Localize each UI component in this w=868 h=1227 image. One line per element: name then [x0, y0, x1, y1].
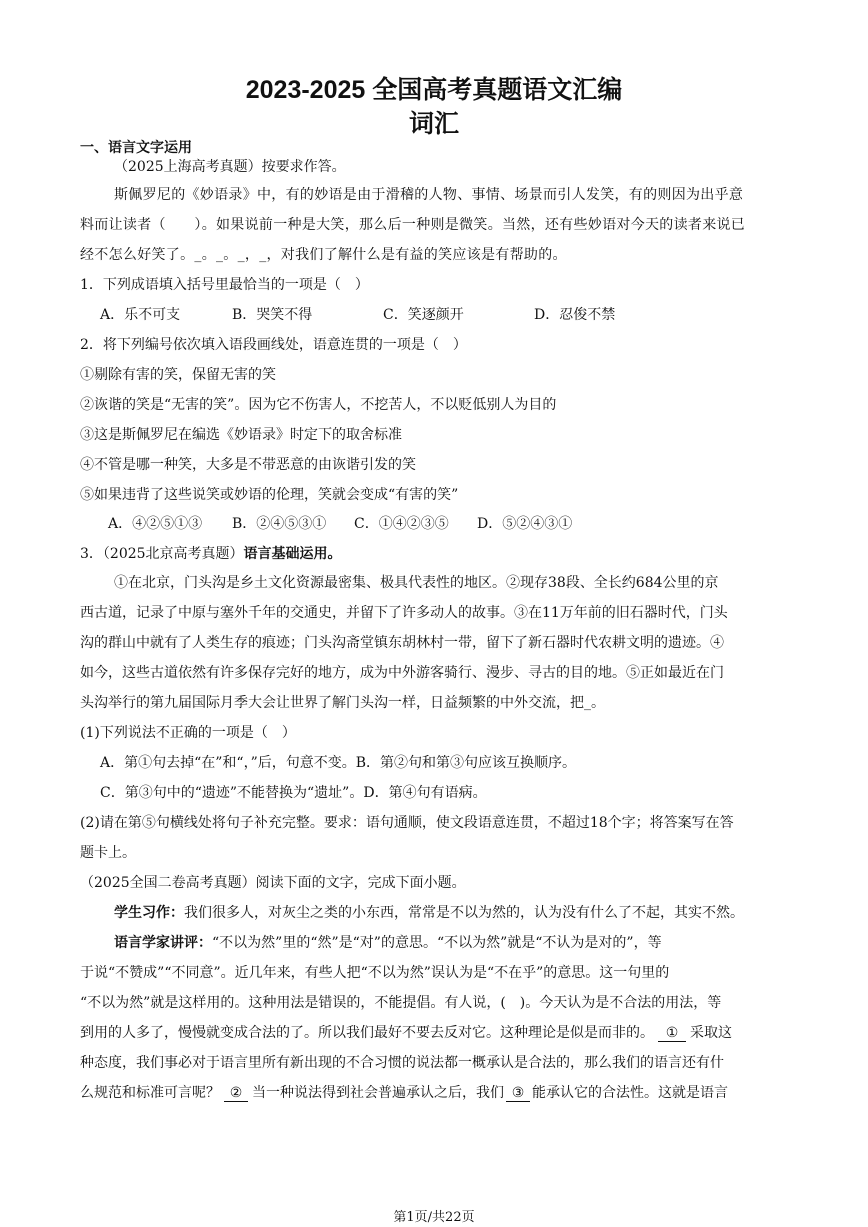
option-d: D．⑤②④③①: [477, 516, 573, 532]
passage-line: 于说“不赞成”“不同意”。近几年来，有些人把“不以为然”误认为是“不在乎”的意思。这一句里的: [80, 965, 670, 981]
passage-text: 当一种说法得到社会普遍承认之后，我们: [252, 1085, 504, 1101]
passage-line: [114, 904, 744, 922]
question-1: 1．下列成语填入括号里最恰当的一项是（ ）: [80, 277, 369, 293]
options-cd: C．第③句中的“遗迹”不能替换为“遗址”。D．第④句有语病。: [100, 785, 487, 801]
question-3-title: 语言基础运用。: [243, 546, 342, 562]
section-heading: 一、语言文字运用: [80, 139, 192, 155]
passage-source: （2025上海高考真题）按要求作答。: [114, 159, 346, 175]
question-3: [80, 545, 342, 563]
sub-question-2-cont: 题卡上。: [80, 845, 136, 861]
list-item: ④不管是哪一种笑，大多是不带恶意的由诙谐引发的笑: [80, 457, 416, 473]
passage-line: 如今，这些古道依然有许多保存完好的地方，成为中外游客骑行、漫步、寻古的目的地。⑤正如最近在门: [80, 665, 724, 681]
sub-question-2: (2)请在第⑤句横线处将句子补充完整。要求：语句通顺，使文段语意连贯，不超过18个字；将答案写在答: [80, 815, 734, 831]
sub-question-1: (1)下列说法不正确的一项是（ ）: [80, 725, 296, 741]
page-number: 第1页/共22页: [393, 1210, 475, 1225]
list-item: ②诙谐的笑是“无害的笑”。因为它不伤害人，不挖苦人，不以贬低别人为目的: [80, 397, 557, 413]
passage-line: 头沟举行的第九届国际月季大会让世界了解门头沟一样，日益频繁的中外交流，把_。: [80, 695, 605, 711]
passage-line: ①在北京，门头沟是乡土文化资源最密集、极具代表性的地区。②现存38段、全长约684公里的京: [114, 575, 719, 591]
option-b: B．②④⑤③①: [232, 516, 327, 532]
list-item: ①剔除有害的笑，保留无害的笑: [80, 367, 276, 383]
blank-2: ②: [224, 1085, 248, 1102]
label-linguist: 语言学家讲评：: [114, 935, 212, 951]
option-a: A．乐不可支: [100, 307, 181, 323]
passage-text: “不以为然”里的“然”是“对”的意思。“不以为然”就是“不认为是对的”，等: [212, 935, 662, 951]
option-d: D．忍俊不禁: [534, 307, 616, 323]
passage-line: “不以为然”就是这样用的。这种用法是错误的，不能提倡。有人说，( )。今天认为是不合法的用法，等: [80, 995, 722, 1011]
passage-source: （2025全国二卷高考真题）阅读下面的文字，完成下面小题。: [80, 875, 466, 891]
passage-text: 么规范和标准可言呢？: [80, 1085, 220, 1101]
passage-text: 采取这: [690, 1025, 732, 1041]
passage-line: 斯佩罗尼的《妙语录》中，有的妙语是由于滑稽的人物、事情、场景而引人发笑，有的则因为出乎意: [114, 187, 744, 203]
list-item: ③这是斯佩罗尼在编选《妙语录》时定下的取舍标准: [80, 427, 402, 443]
question-3-source: 3．（2025北京高考真题）: [80, 546, 244, 562]
passage-line: [80, 1024, 732, 1042]
passage-line: 经不怎么好笑了。_。_。_，_，对我们了解什么是有益的笑应该是有帮助的。: [80, 247, 567, 263]
passage-text: 能承认它的合法性。这就是语言: [532, 1085, 728, 1101]
passage-line: 西古道，记录了中原与塞外千年的交通史，并留下了许多动人的故事。③在11万年前的旧石器时代，门头: [80, 605, 728, 621]
passage-line: 种态度，我们事必对于语言里所有新出现的不合习惯的说法都一概承认是合法的，那么我们的语言还有什: [80, 1055, 724, 1071]
option-b: B．哭笑不得: [232, 307, 313, 323]
passage-line: 沟的群山中就有了人类生存的痕迹；门头沟斋堂镇东胡林村一带，留下了新石器时代农耕文明的遗迹。④: [80, 635, 724, 651]
list-item: ⑤如果违背了这些说笑或妙语的伦理，笑就会变成“有害的笑”: [80, 487, 459, 503]
blank-1: ①: [658, 1025, 686, 1042]
option-c: C．①④②③⑤: [354, 516, 449, 532]
passage-line: 料而让读者（ ）。如果说前一种是大笑，那么后一种则是微笑。当然，还有些妙语对今天的读者来说已: [80, 217, 746, 233]
options-ab: A．第①句去掉“在”和“，”后，句意不变。B．第②句和第③句应该互换顺序。: [100, 755, 577, 771]
document-title: 2023-2025 全国高考真题语文汇编: [245, 76, 623, 104]
blank-3: ③: [506, 1085, 530, 1102]
passage-text: 到用的人多了，慢慢就变成合法的了。所以我们最好不要去反对它。这种理论是似是而非的。: [80, 1025, 654, 1041]
option-a: A．④②⑤①③: [108, 516, 203, 532]
document-subtitle: 词汇: [408, 110, 459, 138]
option-c: C．笑逐颜开: [383, 307, 464, 323]
label-student: 学生习作：: [114, 905, 184, 921]
passage-text: 我们很多人，对灰尘之类的小东西，常常是不以为然的，认为没有什么了不起，其实不然。: [184, 905, 744, 921]
question-2: 2．将下列编号依次填入语段画线处，语意连贯的一项是（ ）: [80, 337, 467, 353]
passage-line: [114, 934, 662, 952]
passage-line: [80, 1084, 728, 1102]
